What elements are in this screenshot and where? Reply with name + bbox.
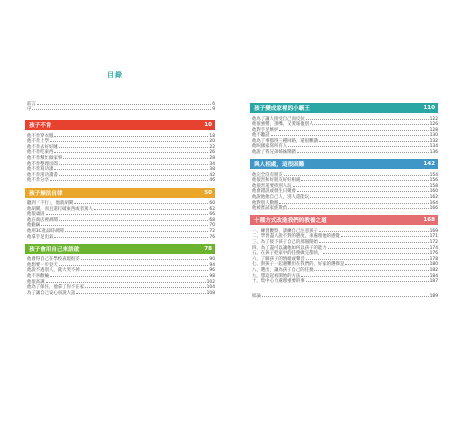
dot-leader bbox=[284, 172, 429, 176]
section-title: 孩子變成家裡的小霸王 bbox=[254, 106, 310, 112]
entry-title: 他想要一步登天 bbox=[27, 262, 58, 268]
entry-title: 五、在孩子把家中的任務做完都快， bbox=[252, 251, 323, 257]
entry-page: 34 bbox=[209, 161, 215, 167]
entry-page: 70 bbox=[209, 223, 215, 229]
dot-leader bbox=[59, 144, 209, 148]
entry-title: 三、為了接下孩子自己的那個開始 bbox=[252, 240, 318, 245]
entry-title: 他不聽話 bbox=[252, 133, 270, 139]
dot-leader bbox=[319, 138, 429, 142]
dot-leader bbox=[262, 293, 429, 297]
entry-title: 結論 bbox=[252, 293, 261, 299]
entry-title: 他很頑固 bbox=[27, 212, 45, 218]
toc-section bbox=[25, 188, 215, 240]
entry-page: 130 bbox=[429, 133, 438, 139]
section-header[interactable] bbox=[250, 159, 438, 169]
dot-leader bbox=[306, 256, 429, 260]
entry-page: 46 bbox=[209, 178, 215, 184]
entry-title: 他說了我兄弟姊妹鬧錯 bbox=[252, 150, 296, 156]
entry-title: 他不肯整理房間 bbox=[27, 161, 58, 167]
entry-page: 42 bbox=[209, 172, 215, 178]
dot-leader bbox=[310, 195, 429, 199]
entry-title: 他不肯上學 bbox=[27, 139, 49, 145]
dot-leader bbox=[288, 144, 428, 148]
dot-leader bbox=[46, 279, 206, 283]
dot-leader bbox=[50, 178, 208, 182]
section-entries bbox=[250, 169, 438, 211]
entry-title: 一、練習觀察，訓練自己注意孩子 bbox=[252, 228, 318, 234]
entry-title: 他拿手足出氣 bbox=[27, 234, 54, 240]
entry-page: 28 bbox=[209, 156, 215, 162]
dot-leader bbox=[288, 206, 428, 210]
entry-page: 178 bbox=[429, 256, 438, 262]
entry-title: 六、了解孩子的情緒或聲音 bbox=[252, 256, 305, 262]
dot-leader bbox=[54, 133, 208, 137]
entry-page: 132 bbox=[429, 138, 438, 144]
dot-leader bbox=[41, 223, 208, 227]
entry-title: 他不肯穿衣服 bbox=[27, 133, 54, 139]
entry-page: 134 bbox=[429, 144, 438, 150]
entry-title: 四、為了盡可以讓他如何以孩子的能力 bbox=[252, 245, 327, 251]
entry-title: 他不肯寫功課 bbox=[27, 167, 54, 173]
section-entries bbox=[250, 113, 438, 155]
entry-page: 26 bbox=[209, 150, 215, 156]
entry-title: 他對別人動粗 bbox=[252, 200, 279, 206]
section-title: 孩子不肯 bbox=[29, 123, 52, 130]
entry-page: 158 bbox=[429, 183, 438, 189]
entry-page: 66 bbox=[209, 212, 215, 218]
toc-entry[interactable] bbox=[27, 290, 215, 296]
entry-title: 他用3C產品時胡鬧 bbox=[27, 229, 64, 234]
entry-page: 136 bbox=[429, 150, 438, 156]
toc-section bbox=[250, 103, 438, 155]
entry-page: 172 bbox=[429, 240, 438, 245]
section-title: 孩子會用自己來語啟 bbox=[29, 246, 80, 253]
section-page: 168 bbox=[423, 217, 435, 224]
left-sections bbox=[25, 120, 215, 296]
dot-leader bbox=[297, 189, 429, 193]
entry-page: 169 bbox=[429, 228, 438, 234]
entry-title: 他會得自己在學校表現很差 bbox=[27, 257, 80, 263]
entry-page: 160 bbox=[429, 189, 438, 195]
entry-page: 96 bbox=[209, 268, 215, 274]
toc-entry[interactable] bbox=[27, 178, 215, 184]
entry-title: 他在商店裡胡鬧 bbox=[27, 217, 58, 223]
entry-page: 9 bbox=[212, 107, 215, 113]
page-title: 目錄 bbox=[107, 71, 123, 79]
dot-leader bbox=[341, 234, 429, 238]
section-page: 50 bbox=[204, 189, 212, 196]
entry-title: 為了讓自己安心而說人話 bbox=[27, 290, 76, 296]
dot-leader bbox=[293, 183, 429, 187]
entry-page: 162 bbox=[429, 195, 438, 201]
dot-leader bbox=[314, 122, 428, 126]
toc-entry[interactable] bbox=[252, 150, 438, 156]
entry-title: 他叫國家寫所有人 bbox=[252, 144, 288, 150]
dot-leader bbox=[279, 127, 428, 131]
section-page: 110 bbox=[423, 105, 435, 111]
dot-leader bbox=[279, 200, 428, 204]
closing-list bbox=[250, 290, 438, 299]
dot-leader bbox=[37, 101, 211, 105]
toc-left-column bbox=[25, 98, 215, 300]
dot-leader bbox=[54, 234, 208, 238]
toc-section bbox=[250, 159, 438, 211]
entry-title: 他為了讓人接受自己而反抗 bbox=[252, 116, 305, 122]
section-page: 78 bbox=[204, 245, 212, 252]
entry-title: 他偷竊 bbox=[27, 223, 41, 229]
section-entries bbox=[250, 225, 438, 284]
entry-title: 聽到「不行」，他就胡鬧 bbox=[27, 201, 74, 207]
section-title: 與人相處，這很困難 bbox=[254, 162, 305, 169]
dot-leader bbox=[314, 267, 428, 271]
entry-page: 184 bbox=[429, 273, 438, 279]
dot-leader bbox=[328, 245, 429, 249]
toc-section bbox=[25, 120, 215, 183]
dot-leader bbox=[65, 229, 209, 233]
entry-page: 38 bbox=[209, 167, 215, 173]
entry-page: 126 bbox=[429, 122, 438, 128]
entry-title: 他胡鬧，而且還打破東西或者罵人 bbox=[27, 206, 93, 212]
entry-title: 他說他他自己人，別人還能玩 bbox=[252, 195, 310, 201]
entry-title: 他會錯誤或發生日聚會 bbox=[252, 189, 296, 195]
entry-title: 他很強勢，頂嘴，又愛報復別人 bbox=[252, 122, 314, 128]
entry-page: 90 bbox=[209, 257, 215, 263]
dot-leader bbox=[301, 273, 428, 277]
entry-title: 他不肯去好好睡 bbox=[27, 144, 58, 150]
dot-leader bbox=[32, 107, 211, 111]
entry-title: 他對手足嫉妒 bbox=[252, 127, 279, 133]
dot-leader bbox=[306, 116, 429, 120]
dot-leader bbox=[306, 279, 429, 283]
entry-page: 171 bbox=[429, 234, 438, 240]
section-header[interactable] bbox=[25, 244, 215, 254]
entry-title: 七、與孩子一起避難但在我們的，好家的選擇是 bbox=[252, 262, 345, 268]
entry-title: 他很高調 bbox=[27, 279, 45, 285]
dot-leader bbox=[81, 257, 209, 261]
entry-page: 20 bbox=[209, 139, 215, 145]
section-entries bbox=[25, 254, 215, 296]
dot-leader bbox=[94, 206, 209, 210]
entry-title: 他不肯分享 bbox=[27, 178, 49, 184]
entry-title: 他很害羞要找別人玩 bbox=[252, 183, 292, 189]
entry-page: 98 bbox=[209, 273, 215, 279]
entry-title: 他說不過別人，就大哭不掉 bbox=[27, 268, 80, 274]
entry-title: 他被嘗試家族欺負 bbox=[252, 206, 288, 212]
entry-page: 154 bbox=[429, 172, 438, 178]
entry-title: 十、集中心力處理重要的事 bbox=[252, 279, 305, 285]
entry-page: 122 bbox=[429, 116, 438, 122]
dot-leader bbox=[63, 156, 208, 160]
entry-title: 八、選出，讓為孩子自己的任務 bbox=[252, 267, 314, 273]
dot-leader bbox=[345, 262, 428, 266]
dot-leader bbox=[46, 212, 209, 216]
section-page: 142 bbox=[423, 161, 435, 168]
dot-leader bbox=[54, 167, 208, 171]
dot-leader bbox=[50, 139, 208, 143]
entry-page: 62 bbox=[209, 206, 215, 212]
dot-leader bbox=[323, 251, 428, 255]
intro-list bbox=[25, 98, 215, 112]
toc-right-column bbox=[250, 103, 438, 299]
toc-entry[interactable] bbox=[27, 107, 215, 113]
dot-leader bbox=[59, 172, 209, 176]
dot-leader bbox=[301, 178, 428, 182]
entry-page: 166 bbox=[429, 206, 438, 212]
entry-title: 二、學習盡人說不對的態度，來處理他的感覺 bbox=[252, 234, 340, 240]
entry-title: 序 bbox=[27, 107, 32, 113]
section-header[interactable] bbox=[250, 215, 438, 225]
toc-entry[interactable] bbox=[252, 293, 438, 299]
entry-page: 6 bbox=[212, 101, 215, 107]
dot-leader bbox=[76, 290, 205, 294]
entry-title: 他不喜歡輸 bbox=[27, 273, 49, 279]
entry-page: 156 bbox=[429, 178, 438, 184]
entry-page: 164 bbox=[429, 200, 438, 206]
dot-leader bbox=[319, 228, 429, 232]
section-header[interactable] bbox=[25, 188, 215, 198]
entry-page: 189 bbox=[429, 293, 438, 299]
dot-leader bbox=[319, 240, 429, 244]
entry-page: 187 bbox=[429, 279, 438, 285]
dot-leader bbox=[297, 150, 429, 154]
entry-title: 他不肯幫忙做家事 bbox=[27, 156, 63, 162]
entry-page: 18 bbox=[209, 133, 215, 139]
entry-page: 180 bbox=[429, 262, 438, 268]
entry-page: 72 bbox=[209, 229, 215, 234]
entry-title: 他完全沒有朋友 bbox=[252, 172, 283, 178]
entry-title: 前言 bbox=[27, 101, 36, 107]
entry-page: 102 bbox=[206, 279, 215, 285]
entry-page: 76 bbox=[209, 234, 215, 240]
section-entries bbox=[25, 130, 215, 183]
dot-leader bbox=[59, 217, 209, 221]
dot-leader bbox=[81, 268, 209, 272]
entry-page: 60 bbox=[209, 201, 215, 207]
entry-title: 他為了事都得三種回路，還很難講 bbox=[252, 138, 318, 144]
dot-leader bbox=[54, 150, 208, 154]
entry-page: 68 bbox=[209, 217, 215, 223]
dot-leader bbox=[59, 161, 209, 165]
entry-page: 104 bbox=[206, 285, 215, 291]
dot-leader bbox=[271, 133, 429, 137]
entry-page: 182 bbox=[429, 267, 438, 273]
entry-page: 94 bbox=[209, 262, 215, 268]
toc-entry[interactable] bbox=[252, 279, 438, 285]
entry-page: 174 bbox=[429, 245, 438, 251]
right-sections bbox=[250, 103, 438, 284]
entry-title: 他很害和好朋友好好相處 bbox=[252, 178, 301, 184]
section-header[interactable] bbox=[25, 120, 215, 130]
toc-entry[interactable] bbox=[252, 206, 438, 212]
section-title: 十種方式改進我們的教養之道 bbox=[254, 218, 327, 225]
entry-title: 他不肯吃東西 bbox=[27, 150, 54, 156]
entry-page: 176 bbox=[429, 251, 438, 257]
toc-section bbox=[250, 215, 438, 284]
entry-page: 128 bbox=[429, 127, 438, 133]
section-title: 孩子無法自律 bbox=[29, 190, 63, 197]
entry-title: 他不肯用功讀書 bbox=[27, 172, 58, 178]
entry-title: 九、想這起看開始的方法 bbox=[252, 273, 301, 279]
toc-section bbox=[25, 244, 215, 296]
dot-leader bbox=[74, 201, 208, 205]
section-entries bbox=[25, 198, 215, 240]
dot-leader bbox=[50, 273, 208, 277]
section-header[interactable] bbox=[250, 103, 438, 113]
section-page: 10 bbox=[204, 122, 212, 129]
entry-page: 108 bbox=[206, 290, 215, 296]
dot-leader bbox=[59, 262, 209, 266]
entry-page: 22 bbox=[209, 144, 215, 150]
toc-entry[interactable] bbox=[27, 234, 215, 240]
dot-leader bbox=[85, 285, 206, 289]
entry-title: 他為了保住，他拿了你不在家 bbox=[27, 285, 85, 291]
